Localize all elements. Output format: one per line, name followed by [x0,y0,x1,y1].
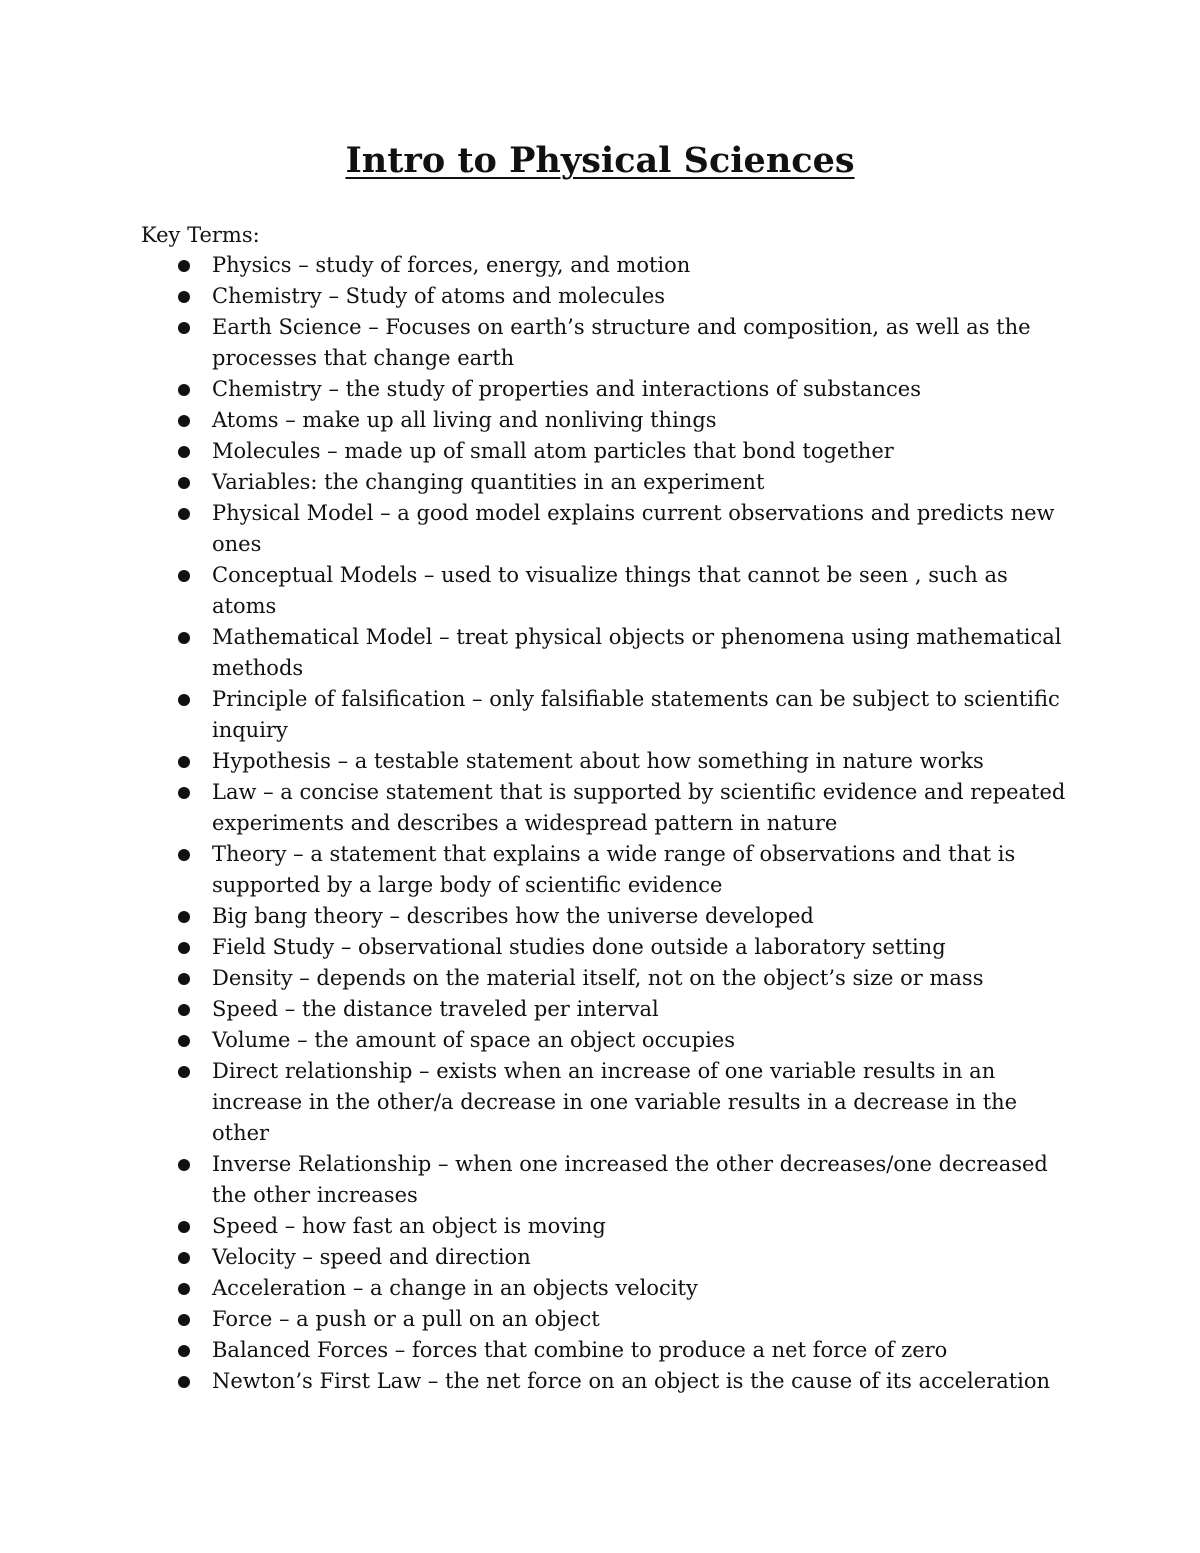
term-text: Physics – study of forces, energy, and motion [212,253,691,277]
term-text: Speed – the distance traveled per interval [212,997,659,1021]
bullet-icon [178,1035,190,1047]
list-item [178,1304,1078,1335]
term-text: Force – a push or a pull on an object [212,1307,600,1331]
bullet-icon [178,322,190,334]
page-title: Intro to Physical Sciences [345,140,855,181]
list-item [178,963,1078,994]
bullet-icon [178,849,190,861]
list-item [178,1366,1078,1397]
bullet-icon [178,1159,190,1171]
term-text: Newton’s First Law – the net force on an object is the cause of its acceleration [212,1369,1051,1393]
bullet-icon [178,570,190,582]
term-text: Atoms – make up all living and nonliving things [212,408,717,432]
list-item [178,1211,1078,1242]
bullet-icon [178,1283,190,1295]
bullet-icon [178,1252,190,1264]
bullet-icon [178,384,190,396]
bullet-icon [178,260,190,272]
list-item [178,498,1078,560]
list-item [178,250,1078,281]
term-text: Balanced Forces – forces that combine to produce a net force of zero [212,1338,948,1362]
bullet-icon [178,415,190,427]
bullet-icon [178,446,190,458]
term-text: Density – depends on the material itself, not on the object’s size or mass [212,966,984,990]
term-text: Speed – how fast an object is moving [212,1214,606,1238]
bullet-icon [178,477,190,489]
list-item [178,374,1078,405]
list-item [178,1025,1078,1056]
term-text: Variables: the changing quantities in an experiment [212,470,765,494]
term-text: Molecules – made up of small atom particles that bond together [212,439,894,463]
term-text: Velocity – speed and direction [212,1245,531,1269]
list-item [178,1149,1078,1211]
term-text: Big bang theory – describes how the universe developed [212,904,814,928]
bullet-icon [178,694,190,706]
list-item [178,994,1078,1025]
list-item [178,436,1078,467]
bullet-icon [178,632,190,644]
list-item [178,839,1078,901]
bullet-icon [178,942,190,954]
bullet-icon [178,1004,190,1016]
bullet-icon [178,1345,190,1357]
term-text: Principle of falsification – only falsifiable statements can be subject to scientific inquiry [212,687,1060,742]
term-text: Chemistry – Study of atoms and molecules [212,284,666,308]
list-item [178,1335,1078,1366]
list-item [178,1056,1078,1149]
term-text: Direct relationship – exists when an increase of one variable results in an increase in the other/a decrease in one variable results in a decrease in the other [212,1059,1018,1145]
bullet-icon [178,756,190,768]
list-item [178,312,1078,374]
bullet-icon [178,973,190,985]
list-item [178,777,1078,839]
bullet-icon [178,1376,190,1388]
bullet-icon [178,508,190,520]
list-item [178,901,1078,932]
list-item [178,560,1078,622]
list-item [178,684,1078,746]
term-text: Mathematical Model – treat physical objects or phenomena using mathematical methods [212,625,1062,680]
term-text: Chemistry – the study of properties and interactions of substances [212,377,921,401]
term-text: Conceptual Models – used to visualize things that cannot be seen , such as atoms [212,563,1008,618]
list-item [178,622,1078,684]
bullet-icon [178,1221,190,1233]
list-item [178,1273,1078,1304]
term-text: Earth Science – Focuses on earth’s structure and composition, as well as the processes that change earth [212,315,1031,370]
term-text: Physical Model – a good model explains current observations and predicts new ones [212,501,1055,556]
list-item [178,746,1078,777]
key-terms-heading: Key Terms: [141,223,260,247]
term-text: Theory – a statement that explains a wide range of observations and that is supported by a large body of scientific evidence [212,842,1016,897]
term-text: Field Study – observational studies done outside a laboratory setting [212,935,946,959]
bullet-icon [178,1314,190,1326]
term-text: Acceleration – a change in an objects velocity [212,1276,698,1300]
term-text: Law – a concise statement that is supported by scientific evidence and repeated experiments and describes a widespread pattern in nature [212,780,1066,835]
term-text: Inverse Relationship – when one increased the other decreases/one decreased the other increases [212,1152,1048,1207]
bullet-icon [178,911,190,923]
term-text: Volume – the amount of space an object occupies [212,1028,735,1052]
list-item [178,467,1078,498]
list-item [178,405,1078,436]
list-item [178,281,1078,312]
term-text: Hypothesis – a testable statement about how something in nature works [212,749,984,773]
key-terms-list [178,250,1078,1397]
list-item [178,1242,1078,1273]
bullet-icon [178,787,190,799]
bullet-icon [178,291,190,303]
bullet-icon [178,1066,190,1078]
list-item [178,932,1078,963]
